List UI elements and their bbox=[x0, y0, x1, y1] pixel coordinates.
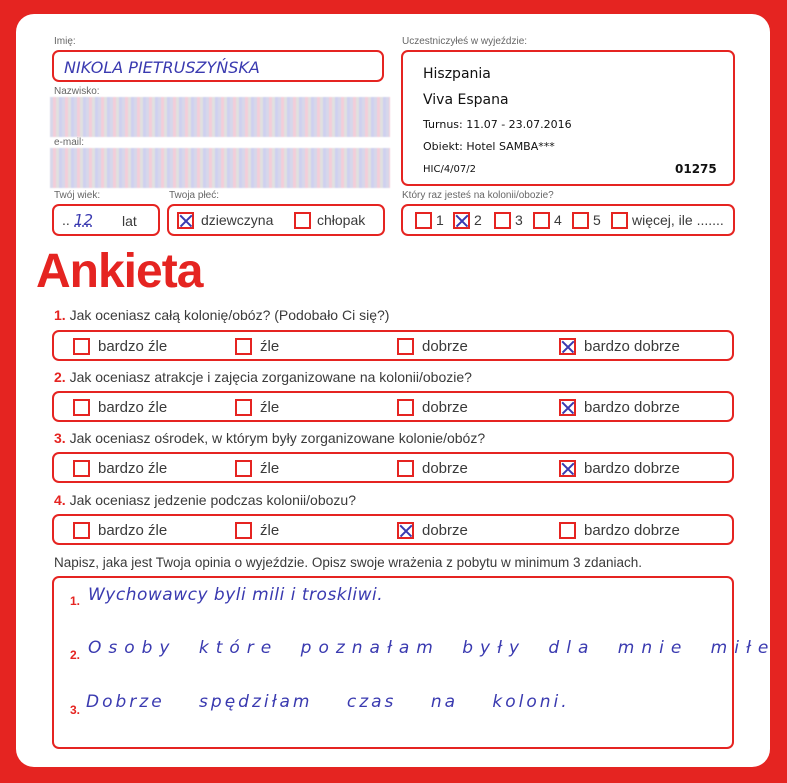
q4-option-dobrze: dobrze bbox=[422, 522, 468, 539]
question-3: 3. Jak oceniasz ośrodek, w którym były zorganizowane kolonie/obóz? bbox=[54, 430, 486, 446]
times-option-3: 3 bbox=[515, 212, 523, 228]
q2-checkbox-bardzo-zle[interactable] bbox=[73, 399, 90, 416]
times-option-4: 4 bbox=[554, 212, 562, 228]
email-redacted bbox=[50, 148, 390, 188]
gender-option-boy: chłopak bbox=[317, 212, 366, 228]
times-label: Który raz jesteś na kolonii/obozie? bbox=[402, 190, 554, 201]
q2-option-bardzo-zle: bardzo źle bbox=[98, 399, 168, 416]
q1-option-zle: źle bbox=[260, 338, 280, 355]
opinion-line-2-number: 2. bbox=[70, 648, 81, 662]
q1-option-bardzo-dobrze: bardzo dobrze bbox=[584, 338, 680, 355]
question-3-options bbox=[52, 452, 734, 483]
email-label: e-mail: bbox=[54, 137, 85, 148]
opinion-line-1: Wychowawcy byli mili i troskliwi. bbox=[88, 585, 384, 605]
age-value: 12 bbox=[74, 211, 94, 229]
q3-option-dobrze: dobrze bbox=[422, 460, 468, 477]
q1-checkbox-bardzo-zle[interactable] bbox=[73, 338, 90, 355]
q3-checkbox-bardzo-zle[interactable] bbox=[73, 460, 90, 477]
times-option-5: 5 bbox=[593, 212, 601, 228]
times-option-more: więcej, ile ....... bbox=[632, 212, 724, 228]
gender-label: Twoja płeć: bbox=[169, 190, 220, 201]
opinion-line-3: Dobrze spędziłam czas na koloni. bbox=[86, 692, 570, 712]
q2-option-zle: źle bbox=[260, 399, 280, 416]
trip-country: Hiszpania bbox=[423, 66, 491, 82]
times-checkbox-more[interactable] bbox=[611, 212, 628, 229]
q3-checkbox-bardzo-dobrze[interactable] bbox=[559, 460, 576, 477]
question-1-options bbox=[52, 330, 734, 361]
q3-checkbox-dobrze[interactable] bbox=[397, 460, 414, 477]
q2-checkbox-zle[interactable] bbox=[235, 399, 252, 416]
question-4: 4. Jak oceniasz jedzenie podczas kolonii/obozu? bbox=[54, 492, 356, 508]
trip-turnus: Turnus: 11.07 - 23.07.2016 bbox=[423, 118, 572, 131]
times-option-2: 2 bbox=[474, 212, 482, 228]
times-checkbox-1[interactable] bbox=[415, 212, 432, 229]
q2-checkbox-dobrze[interactable] bbox=[397, 399, 414, 416]
q3-option-bardzo-dobrze: bardzo dobrze bbox=[584, 460, 680, 477]
gender-field bbox=[167, 204, 385, 236]
gender-option-girl: dziewczyna bbox=[201, 212, 274, 228]
q3-option-zle: źle bbox=[260, 460, 280, 477]
surname-label: Nazwisko: bbox=[54, 86, 100, 97]
age-field[interactable]: .. 12 lat bbox=[52, 204, 160, 236]
q4-checkbox-bardzo-dobrze[interactable] bbox=[559, 522, 576, 539]
q1-option-dobrze: dobrze bbox=[422, 338, 468, 355]
trip-label: Uczestniczyłeś w wyjeździe: bbox=[402, 36, 528, 47]
opinion-prompt: Napisz, jaka jest Twoja opinia o wyjeździe. Opisz swoje wrażenia z pobytu w minimum 3 zdaniach. bbox=[54, 555, 643, 570]
age-unit: lat bbox=[122, 213, 137, 229]
times-checkbox-3[interactable] bbox=[494, 212, 511, 229]
times-checkbox-2[interactable] bbox=[453, 212, 470, 229]
question-1: 1. Jak oceniasz całą kolonię/obóz? (Podobało Ci się?) bbox=[54, 307, 390, 323]
trip-name: Viva Espana bbox=[423, 92, 509, 108]
q1-option-bardzo-zle: bardzo źle bbox=[98, 338, 168, 355]
opinion-line-3-number: 3. bbox=[70, 703, 81, 717]
q4-checkbox-dobrze[interactable] bbox=[397, 522, 414, 539]
gender-checkbox-girl[interactable] bbox=[177, 212, 194, 229]
question-2: 2. Jak oceniasz atrakcje i zajęcia zorganizowane na kolonii/obozie? bbox=[54, 369, 472, 385]
age-label: Twój wiek: bbox=[54, 190, 101, 201]
trip-code: HIC/4/07/2 bbox=[423, 164, 477, 175]
q1-checkbox-dobrze[interactable] bbox=[397, 338, 414, 355]
times-checkbox-5[interactable] bbox=[572, 212, 589, 229]
surname-redacted bbox=[50, 97, 390, 137]
question-4-options bbox=[52, 514, 734, 545]
times-field bbox=[401, 204, 735, 236]
q4-checkbox-bardzo-zle[interactable] bbox=[73, 522, 90, 539]
question-2-options bbox=[52, 391, 734, 422]
q2-option-bardzo-dobrze: bardzo dobrze bbox=[584, 399, 680, 416]
opinion-line-2: Osoby które poznałam były dla mnie miłe bbox=[88, 638, 776, 658]
q3-option-bardzo-zle: bardzo źle bbox=[98, 460, 168, 477]
q2-option-dobrze: dobrze bbox=[422, 399, 468, 416]
q4-option-bardzo-dobrze: bardzo dobrze bbox=[584, 522, 680, 539]
name-field[interactable] bbox=[52, 50, 384, 82]
times-checkbox-4[interactable] bbox=[533, 212, 550, 229]
name-value: NIKOLA PIETRUSZYŃSKA bbox=[64, 58, 260, 77]
q4-option-zle: źle bbox=[260, 522, 280, 539]
name-label: Imię: bbox=[54, 36, 76, 47]
times-option-1: 1 bbox=[436, 212, 444, 228]
opinion-line-1-number: 1. bbox=[70, 594, 81, 608]
q1-checkbox-bardzo-dobrze[interactable] bbox=[559, 338, 576, 355]
q1-checkbox-zle[interactable] bbox=[235, 338, 252, 355]
trip-obiekt: Obiekt: Hotel SAMBA*** bbox=[423, 140, 555, 153]
trip-number: 01275 bbox=[675, 162, 717, 176]
survey-title: Ankieta bbox=[36, 245, 203, 298]
opinion-field[interactable] bbox=[52, 576, 776, 749]
trip-box bbox=[401, 50, 735, 186]
q3-checkbox-zle[interactable] bbox=[235, 460, 252, 477]
gender-checkbox-boy[interactable] bbox=[294, 212, 311, 229]
q2-checkbox-bardzo-dobrze[interactable] bbox=[559, 399, 576, 416]
q4-checkbox-zle[interactable] bbox=[235, 522, 252, 539]
q4-option-bardzo-zle: bardzo źle bbox=[98, 522, 168, 539]
